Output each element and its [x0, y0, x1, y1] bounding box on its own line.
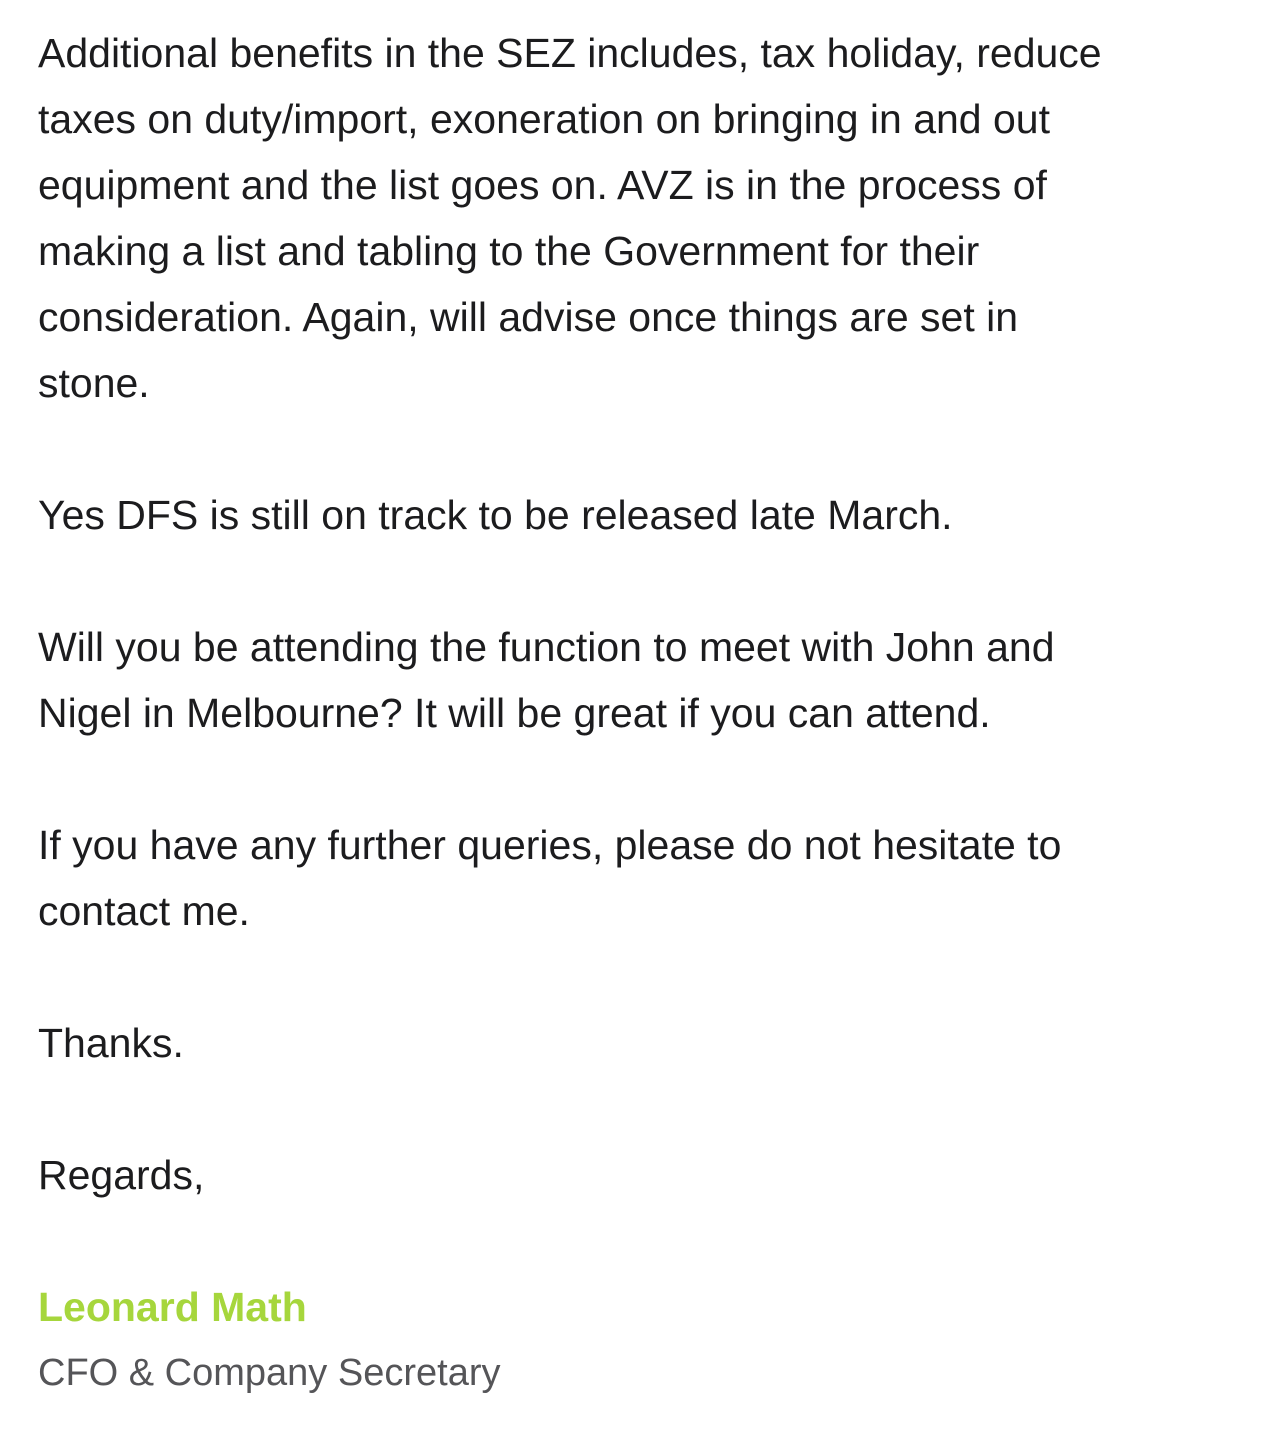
paragraph-spacer — [38, 416, 1200, 482]
signature-name: Leonard Math — [38, 1284, 307, 1330]
signature-block — [38, 1274, 1200, 1406]
paragraph-dfs-status: Yes DFS is still on track to be released late March. — [38, 492, 953, 538]
signature-title: CFO & Company Secretary — [38, 1352, 501, 1394]
paragraph-spacer — [38, 548, 1200, 614]
paragraph-spacer — [38, 746, 1200, 812]
paragraph-function-invite: Will you be attending the function to meet with John and Nigel in Melbourne? It will be great if you can attend. — [38, 624, 1055, 736]
paragraph-sez-benefits: Additional benefits in the SEZ includes, tax holiday, reduce taxes on duty/import, exoneration on bringing in and out equipment and the list goes on. AVZ is in the process of making a list and tabling to the Government for their consideration. Again, will advise once things are set in stone. — [38, 30, 1102, 406]
closing-thanks: Thanks. — [38, 1020, 184, 1066]
closing-regards: Regards, — [38, 1152, 205, 1198]
paragraph-spacer — [38, 1208, 1200, 1274]
paragraph-spacer — [38, 1076, 1200, 1142]
paragraph-further-queries: If you have any further queries, please do not hesitate to contact me. — [38, 822, 1062, 934]
paragraph-spacer — [38, 944, 1200, 1010]
